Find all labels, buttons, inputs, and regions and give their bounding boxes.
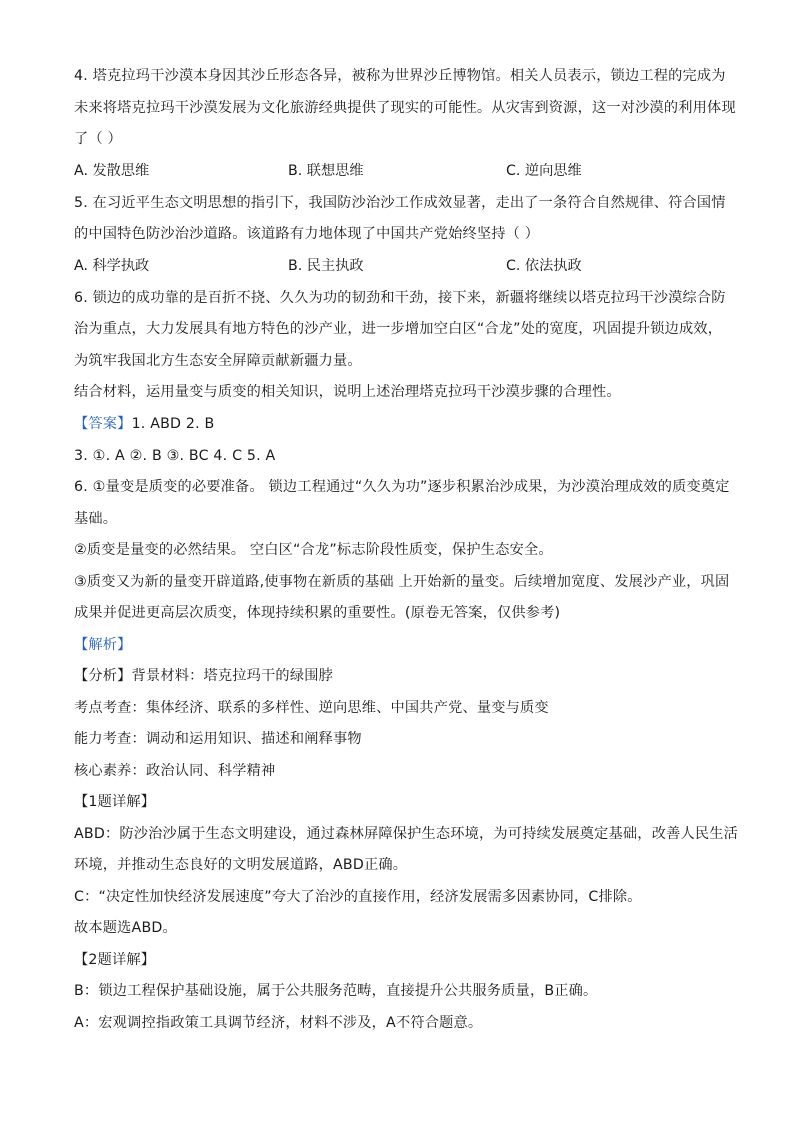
- q4-option-b: B. 联想思维: [288, 163, 364, 179]
- detail-1-line-4: 故本题选ABD。: [74, 920, 177, 936]
- answer-tag: 【答案】: [74, 416, 132, 432]
- q4-line-1: 4. 塔克拉玛干沙漠本身因其沙丘形态各异，被称为世界沙丘博物馆。相关人员表示，锁边工程的完成为: [74, 68, 726, 84]
- answer6-line-4: ③质变又为新的量变开辟道路,使事物在新质的基础 上开始新的量变。后续增加宽度、发展沙产业，巩固: [74, 574, 730, 590]
- analysis-line-2: 考点考查：集体经济、联系的多样性、逆向思维、中国共产党、量变与质变: [74, 700, 549, 716]
- q5-line-2: 的中国特色防沙治沙道路。该道路有力地体现了中国共产党始终坚持（ ）: [74, 226, 540, 242]
- detail-2-line-1: B：锁边工程保护基础设施，属于公共服务范畴，直接提升公共服务质量，B正确。: [74, 983, 598, 999]
- detail-1-title: 【1题详解】: [74, 794, 156, 810]
- answer-values-1-2: 1. ABD 2. B: [131, 416, 215, 432]
- analysis-line-1: 【分析】背景材料：塔克拉玛干的绿围脖: [74, 668, 333, 684]
- q6-line-3: 为筑牢我国北方生态安全屏障贡献新疆力量。: [74, 353, 362, 369]
- q5-option-a: A. 科学执政: [74, 258, 150, 274]
- detail-1-line-2: 环境，并推动生态良好的文明发展道路，ABD正确。: [74, 857, 408, 873]
- detail-1-line-3: C：“决定性加快经济发展速度”夸大了治沙的直接作用，经济发展需多因素协同，C排除。: [74, 889, 642, 905]
- q6-line-2: 治为重点，大力发展具有地方特色的沙产业，进一步增加空白区“合龙”处的宽度，巩固提升锁边成效，: [74, 321, 723, 337]
- q6-line-4: 结合材料，运用量变与质变的相关知识，说明上述治理塔克拉玛干沙漠步骤的合理性。: [74, 384, 621, 400]
- analysis-tag: 【解析】: [74, 637, 132, 653]
- detail-2-line-2: A：宏观调控指政策工具调节经济，材料不涉及，A不符合题意。: [74, 1015, 483, 1031]
- answer6-line-2: 基础。: [74, 511, 118, 527]
- q4-line-3: 了（ ）: [74, 131, 122, 147]
- q5-option-b: B. 民主执政: [288, 258, 364, 274]
- analysis-line-3: 能力考查：调动和运用知识、描述和阐释事物: [74, 731, 362, 747]
- q6-line-1: 6. 锁边的成功靠的是百折不挠、久久为功的韧劲和干劲，接下来，新疆将继续以塔克拉玛干沙漠综合防: [74, 290, 726, 306]
- answer-line-1: [74, 414, 214, 434]
- answer6-line-3: ②质变是量变的必然结果。 空白区“合龙”标志阶段性质变，保护生态安全。: [74, 542, 553, 558]
- q4-line-2: 未来将塔克拉玛干沙漠发展为文化旅游经典提供了现实的可能性。从灾害到资源，这一对沙漠的利用体现: [74, 100, 736, 116]
- answer-line-2: 3. ①. A ②. B ③. BC 4. C 5. A: [74, 448, 276, 464]
- q4-option-c: C. 逆向思维: [506, 163, 582, 179]
- answer6-line-5: 成果并促进更高层次质变，体现持续积累的重要性。(原卷无答案，仅供参考): [74, 605, 561, 621]
- q5-line-1: 5. 在习近平生态文明思想的指引下，我国防沙治沙工作成效显著，走出了一条符合自然规律、符合国情: [74, 195, 726, 211]
- detail-1-line-1: ABD：防沙治沙属于生态文明建设，通过森林屏障保护生态环境，为可持续发展奠定基础，改善人民生活: [74, 826, 739, 842]
- analysis-line-4: 核心素养：政治认同、科学精神: [74, 763, 276, 779]
- answer6-line-1: 6. ①量变是质变的必要准备。 锁边工程通过“久久为功”逐步积累治沙成果，为沙漠治理成效的质变奠定: [74, 479, 730, 495]
- q4-option-a: A. 发散思维: [74, 163, 150, 179]
- detail-2-title: 【2题详解】: [74, 952, 156, 968]
- q5-option-c: C. 依法执政: [506, 258, 582, 274]
